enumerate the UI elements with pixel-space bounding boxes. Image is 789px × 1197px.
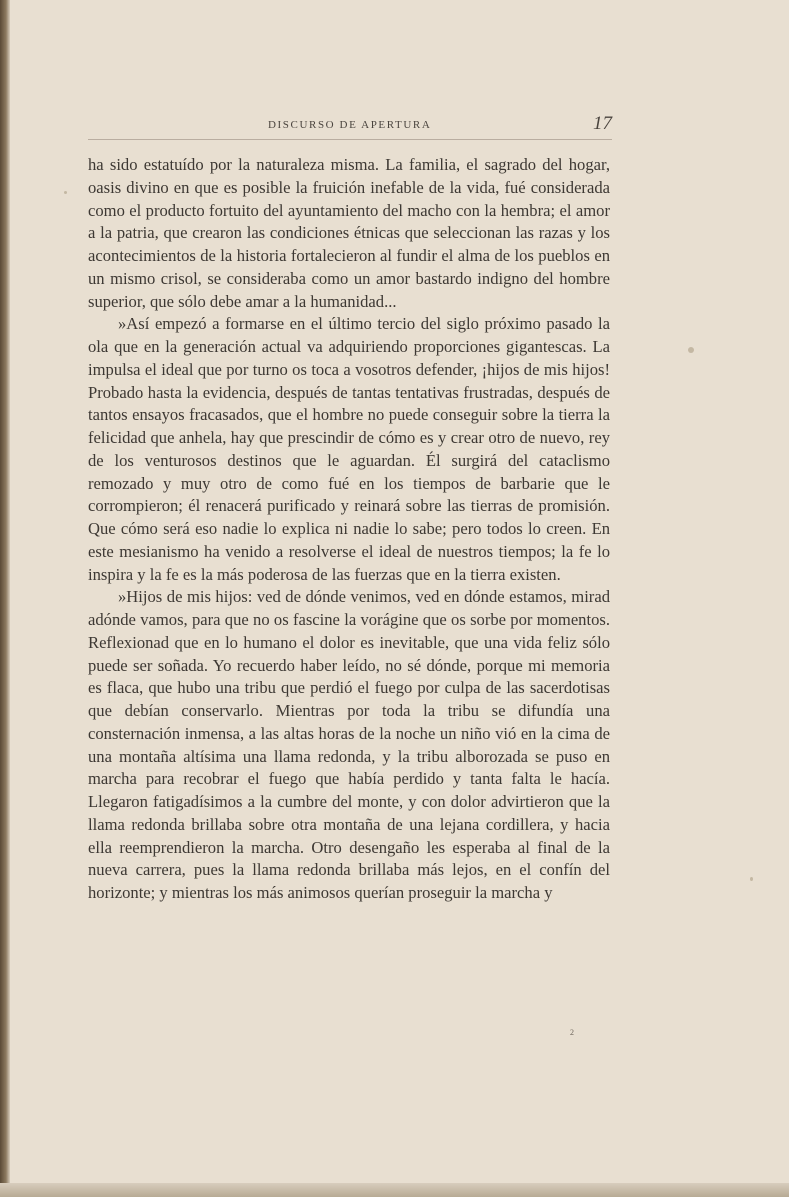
paper-speck xyxy=(750,877,753,881)
paragraph: ha sido estatuído por la naturaleza misma. La familia, el sagrado del hogar, oasis divino en que es posible la fruición inefable de la vida, fué considerada como el producto fortuito del ayuntamiento del macho con la hembra; el amor a la patria, que crearon las condiciones étnicas que seleccionan las razas y los acontecimientos de la historia fortalecieron al fundir el alma de los pueblos en un mismo crisol, se consideraba como un amor bastardo indigno del hombre superior, que sólo debe amar a la humanidad... xyxy=(88,155,610,311)
page-bottom-edge xyxy=(0,1183,789,1197)
running-title: DISCURSO DE APERTURA xyxy=(268,119,432,131)
book-spine-shadow xyxy=(0,0,10,1197)
page-number: 17 xyxy=(593,113,612,134)
body-text xyxy=(88,154,610,905)
paragraph: »Hijos de mis hijos: ved de dónde venimos, ved en dónde estamos, mirad adónde vamos, para que no os fascine la vorágine que os sorbe por momentos. Reflexionad que en lo humano el dolor es inevitable, que una vida feliz sólo puede ser soñada. Yo recuerdo haber leído, no sé dónde, porque mi memoria es flaca, que hubo una tribu que perdió el fuego por culpa de las sacerdotisas que debían conservarlo. Mientras por toda la tribu se difundía una consternación inmensa, a las altas horas de la noche un niño vió en la cima de una montaña altísima una llama redonda, y la tribu alborozada se puso en marcha para recobrar el fuego que había perdido y tanta falta le hacía. Llegaron fatigadísimos a la cumbre del monte, y con dolor advirtieron que la llama redonda brillaba sobre otra montaña de una lejana cordillera, y hacia ella reemprendieron la marcha. Otro desengaño les esperaba al final de la nueva carrera, pues la llama redonda brillaba más lejos, en el confín del horizonte; y mientras los más animosos querían proseguir la marcha y xyxy=(88,587,610,902)
paper-speck xyxy=(688,347,694,353)
paper-speck xyxy=(64,191,67,194)
page-header xyxy=(88,113,612,140)
signature-mark: 2 xyxy=(570,1028,574,1037)
paragraph: »Así empezó a formarse en el último tercio del siglo próximo pasado la ola que en la generación actual va adquiriendo proporciones gigantescas. La impulsa el ideal que por turno os toca a vosotros defender, ¡hijos de mis hijos! Probado hasta la evidencia, después de tantas tentativas frustradas, después de tantos ensayos fracasados, que el hombre no puede conseguir sobre la tierra la felicidad que anhela, hay que prescindir de cómo es y crear otro de nuevo, rey de los venturosos destinos que le aguardan. Él surgirá del cataclismo remozado y muy otro de como fué en los tiempos de barbarie que le corrompieron; él renacerá purificado y reinará sobre las tierras de promisión. Que cómo será eso nadie lo explica ni nadie lo sabe; pero todos lo creen. En este mesianismo ha venido a resolverse el ideal de nuestros tiempos; la fe lo inspira y la fe es la más poderosa de las fuerzas que en la tierra existen. xyxy=(88,314,610,584)
